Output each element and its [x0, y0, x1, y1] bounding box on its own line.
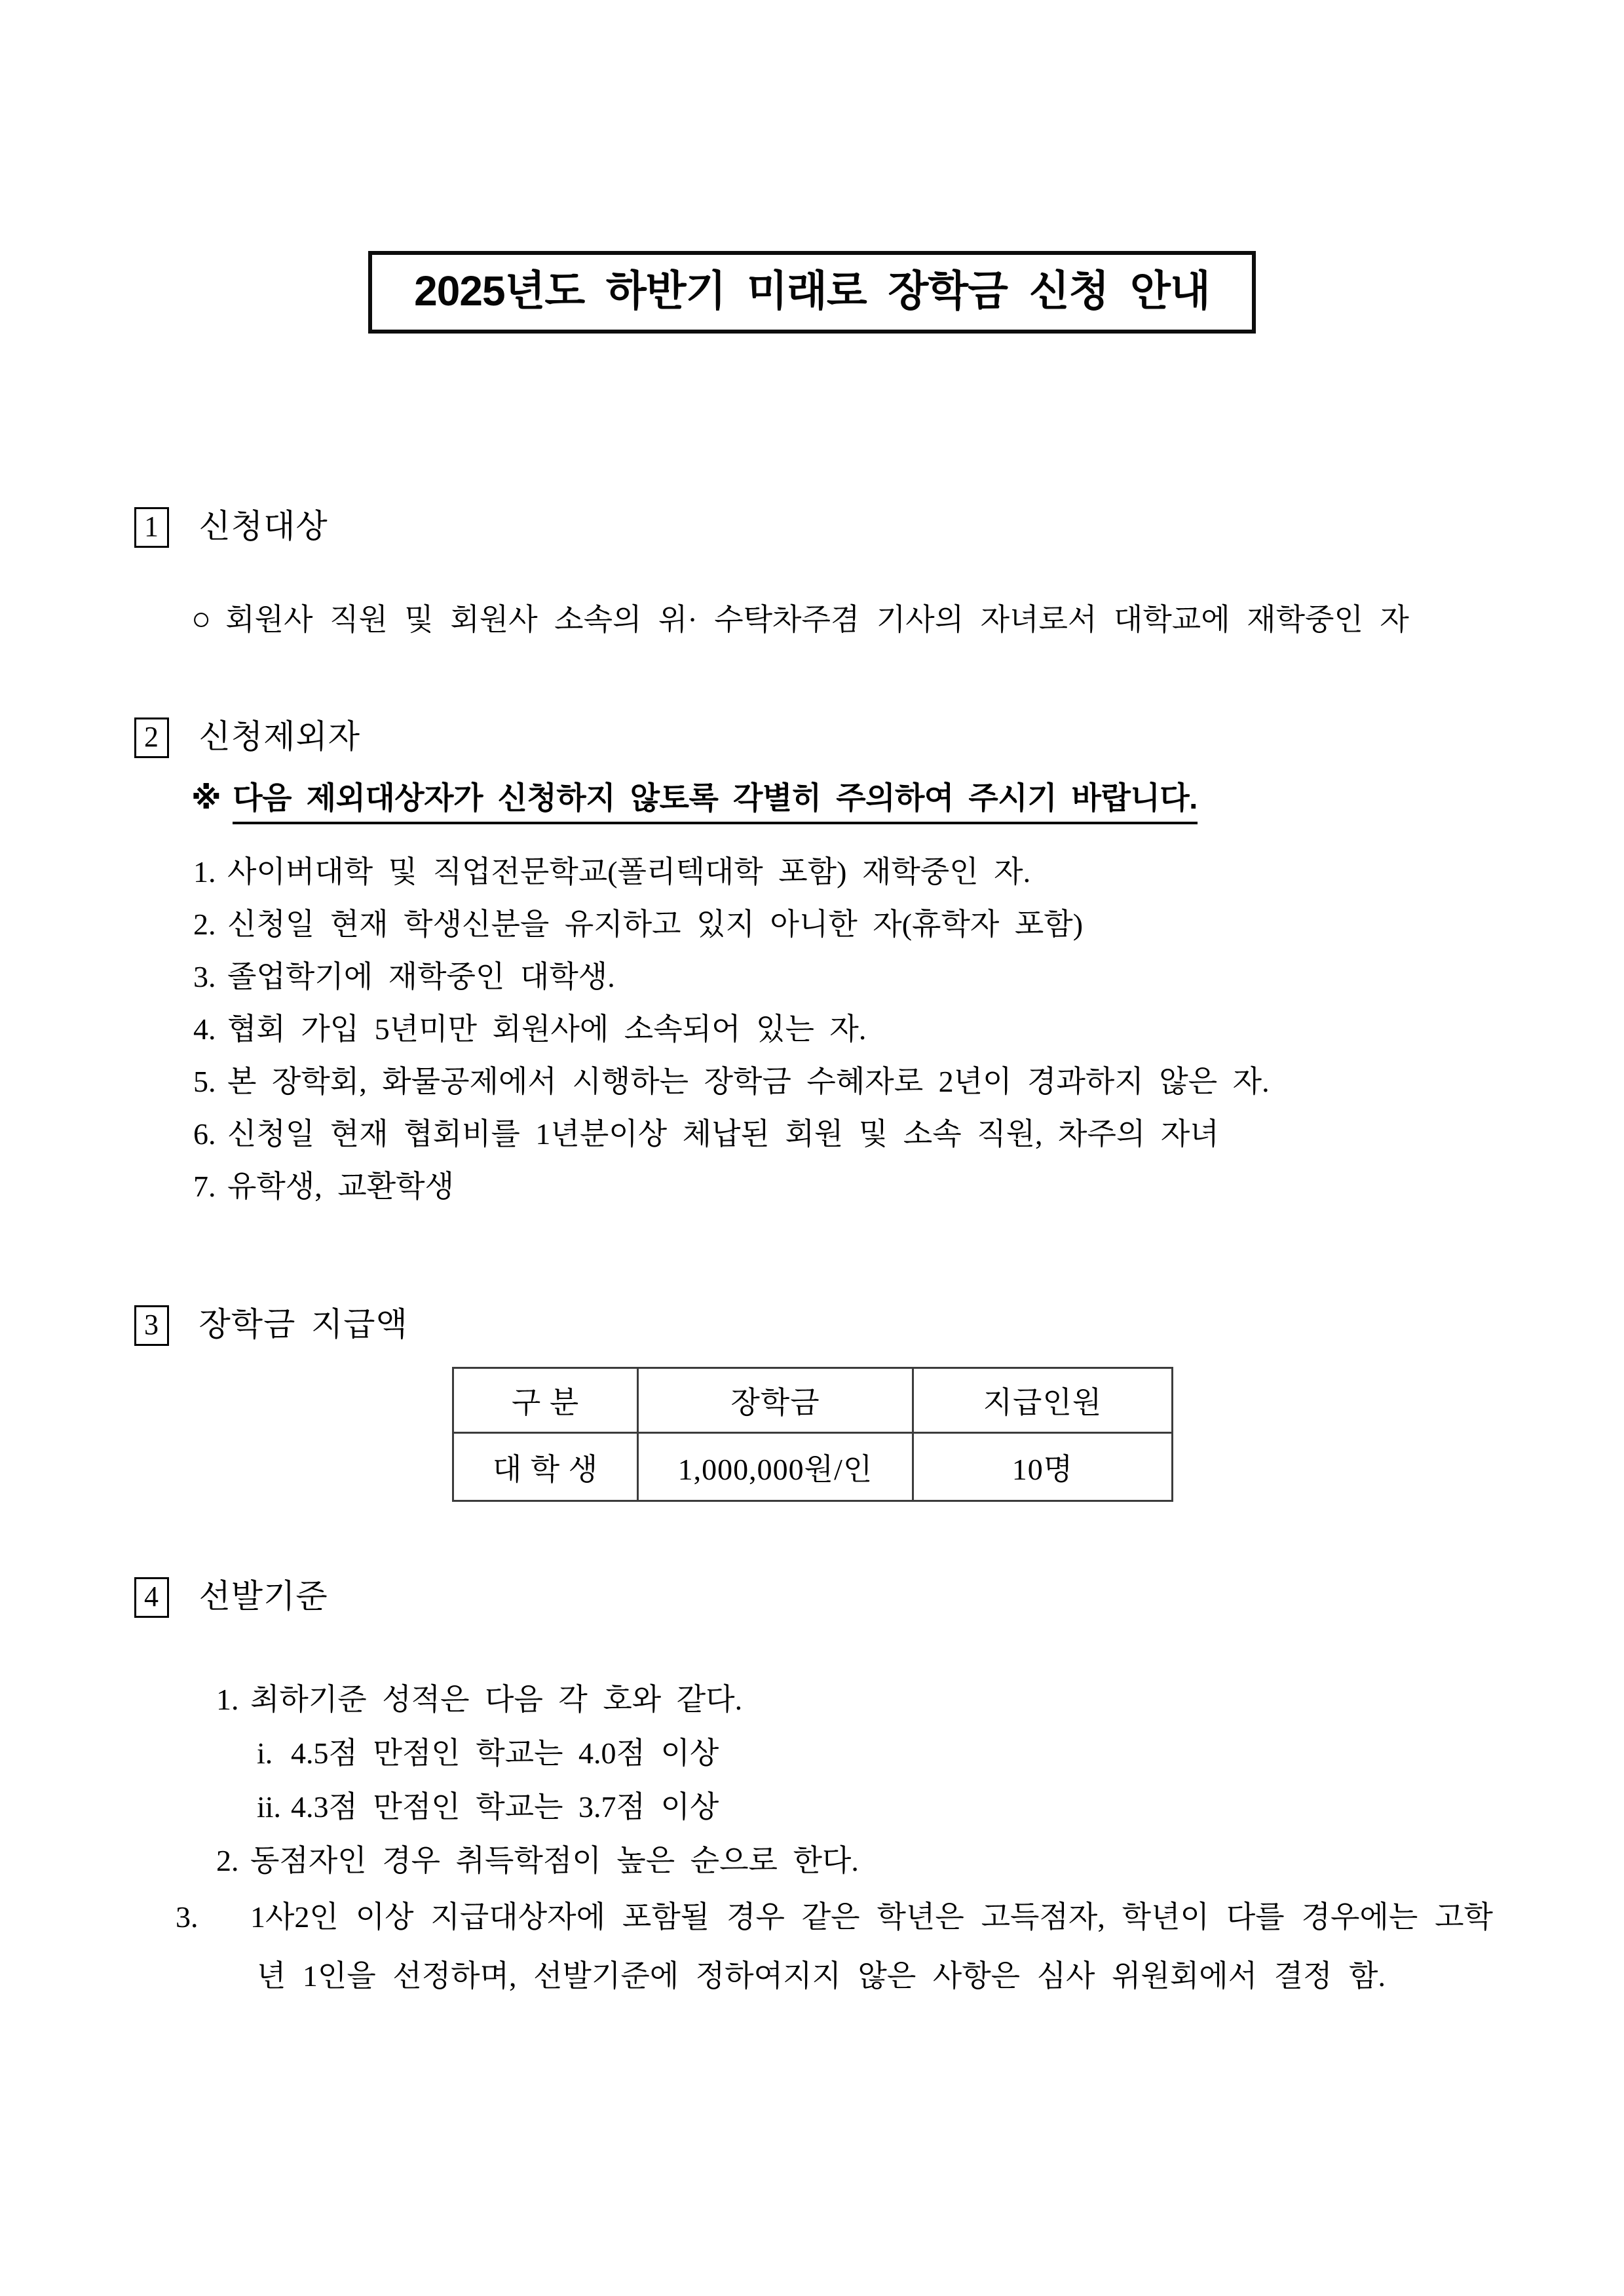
list-item — [193, 1003, 1493, 1056]
section1-heading — [134, 505, 1624, 548]
list-item — [193, 1108, 1493, 1160]
item-number: 3. — [176, 1900, 198, 1934]
item-number: i. — [257, 1736, 273, 1770]
item-number: 6. — [193, 1117, 216, 1151]
table-cell-category: 대 학 생 — [453, 1433, 638, 1501]
item-number: ii. — [257, 1790, 282, 1824]
item-text: 사이버대학 및 직업전문학교(폴리텍대학 포함) 재학중인 자. — [227, 855, 1031, 889]
section3-number-badge: 3 — [134, 1305, 169, 1346]
item-text: 동점자인 경우 취득학점이 높은 순으로 한다. — [250, 1844, 859, 1877]
item-text: 본 장학회, 화물공제에서 시행하는 장학금 수혜자로 2년이 경과하지 않은 자. — [227, 1065, 1270, 1098]
item-number: 4. — [193, 1012, 216, 1046]
item-text: 유학생, 교환학생 — [227, 1170, 455, 1203]
list-item — [193, 846, 1493, 898]
table-cell-amount: 1,000,000원/인 — [638, 1433, 913, 1501]
criteria-list — [176, 1673, 1493, 2006]
section3-heading — [134, 1303, 1624, 1346]
item-number: 3. — [193, 960, 216, 993]
item-text: 신청일 현재 학생신분을 유지하고 있지 아니한 자(휴학자 포함) — [227, 908, 1084, 941]
item-number: 5. — [193, 1065, 216, 1098]
section2-heading — [134, 716, 1624, 758]
table-cell-count: 10명 — [913, 1433, 1173, 1501]
warning-line — [191, 778, 1493, 818]
item-text: 4.3점 만점인 학교는 3.7점 이상 — [291, 1790, 719, 1824]
list-subitem — [257, 1780, 1493, 1834]
list-subitem — [257, 1727, 1493, 1780]
section1-bullet-paragraph — [191, 590, 1493, 649]
list-item — [216, 1673, 1493, 1727]
list-item — [193, 951, 1493, 1003]
list-item — [193, 898, 1493, 951]
item-number: 7. — [193, 1170, 216, 1203]
list-item — [176, 1888, 1493, 2006]
section3-title: 장학금 지급액 — [198, 1306, 408, 1343]
section2-title: 신청제외자 — [198, 718, 360, 755]
title-box — [368, 251, 1256, 334]
section1-title: 신청대상 — [198, 508, 328, 545]
item-number: 1. — [216, 1683, 239, 1716]
table-header-amount: 장학금 — [638, 1368, 913, 1433]
section1-number-badge: 1 — [134, 507, 169, 548]
item-text: 4.5점 만점인 학교는 4.0점 이상 — [291, 1736, 719, 1770]
table-header-row — [453, 1368, 1173, 1433]
section4-title: 선발기준 — [198, 1578, 328, 1615]
item-text: 최하기준 성적은 다음 각 호와 같다. — [250, 1683, 743, 1716]
page-title: 2025년도 하반기 미래로 장학금 신청 안내 — [414, 267, 1210, 315]
title-area — [0, 0, 1624, 334]
item-text: 졸업학기에 재학중인 대학생. — [227, 960, 615, 993]
item-text: 1사2인 이상 지급대상자에 포함될 경우 같은 학년은 고득점자, 학년이 다를 경우에는 고학년 1인을 선정하며, 선발기준에 정하여지지 않은 사항은 심사 위원회에서 결정 함. — [250, 1900, 1493, 1993]
warning-text: 다음 제외대상자가 신청하지 않토록 각별히 주의하여 주시기 바랍니다. — [233, 780, 1198, 824]
table-header-count: 지급인원 — [913, 1368, 1173, 1433]
section2-number-badge: 2 — [134, 718, 169, 758]
table-row — [453, 1433, 1173, 1501]
section4-number-badge: 4 — [134, 1577, 169, 1618]
item-text: 신청일 현재 협회비를 1년분이상 체납된 회원 및 소속 직원, 차주의 자녀 — [227, 1117, 1219, 1151]
scholarship-amount-table — [452, 1367, 1173, 1502]
item-number: 2. — [193, 908, 216, 941]
exclusion-list — [193, 846, 1493, 1213]
list-item — [193, 1160, 1493, 1213]
item-number: 1. — [193, 855, 216, 889]
circle-bullet-icon: ○ — [191, 600, 212, 637]
table-header-category: 구 분 — [453, 1368, 638, 1433]
list-item — [216, 1834, 1493, 1888]
list-item — [193, 1056, 1493, 1108]
item-text: 협회 가입 5년미만 회원사에 소속되어 있는 자. — [227, 1012, 867, 1046]
reference-mark-icon: ※ — [191, 780, 221, 815]
section1-bullet-text: 회원사 직원 및 회원사 소속의 위· 수탁차주겸 기사의 자녀로서 대학교에 재학중인 자 — [225, 603, 1409, 636]
item-number: 2. — [216, 1844, 239, 1877]
section4-heading — [134, 1575, 1624, 1618]
